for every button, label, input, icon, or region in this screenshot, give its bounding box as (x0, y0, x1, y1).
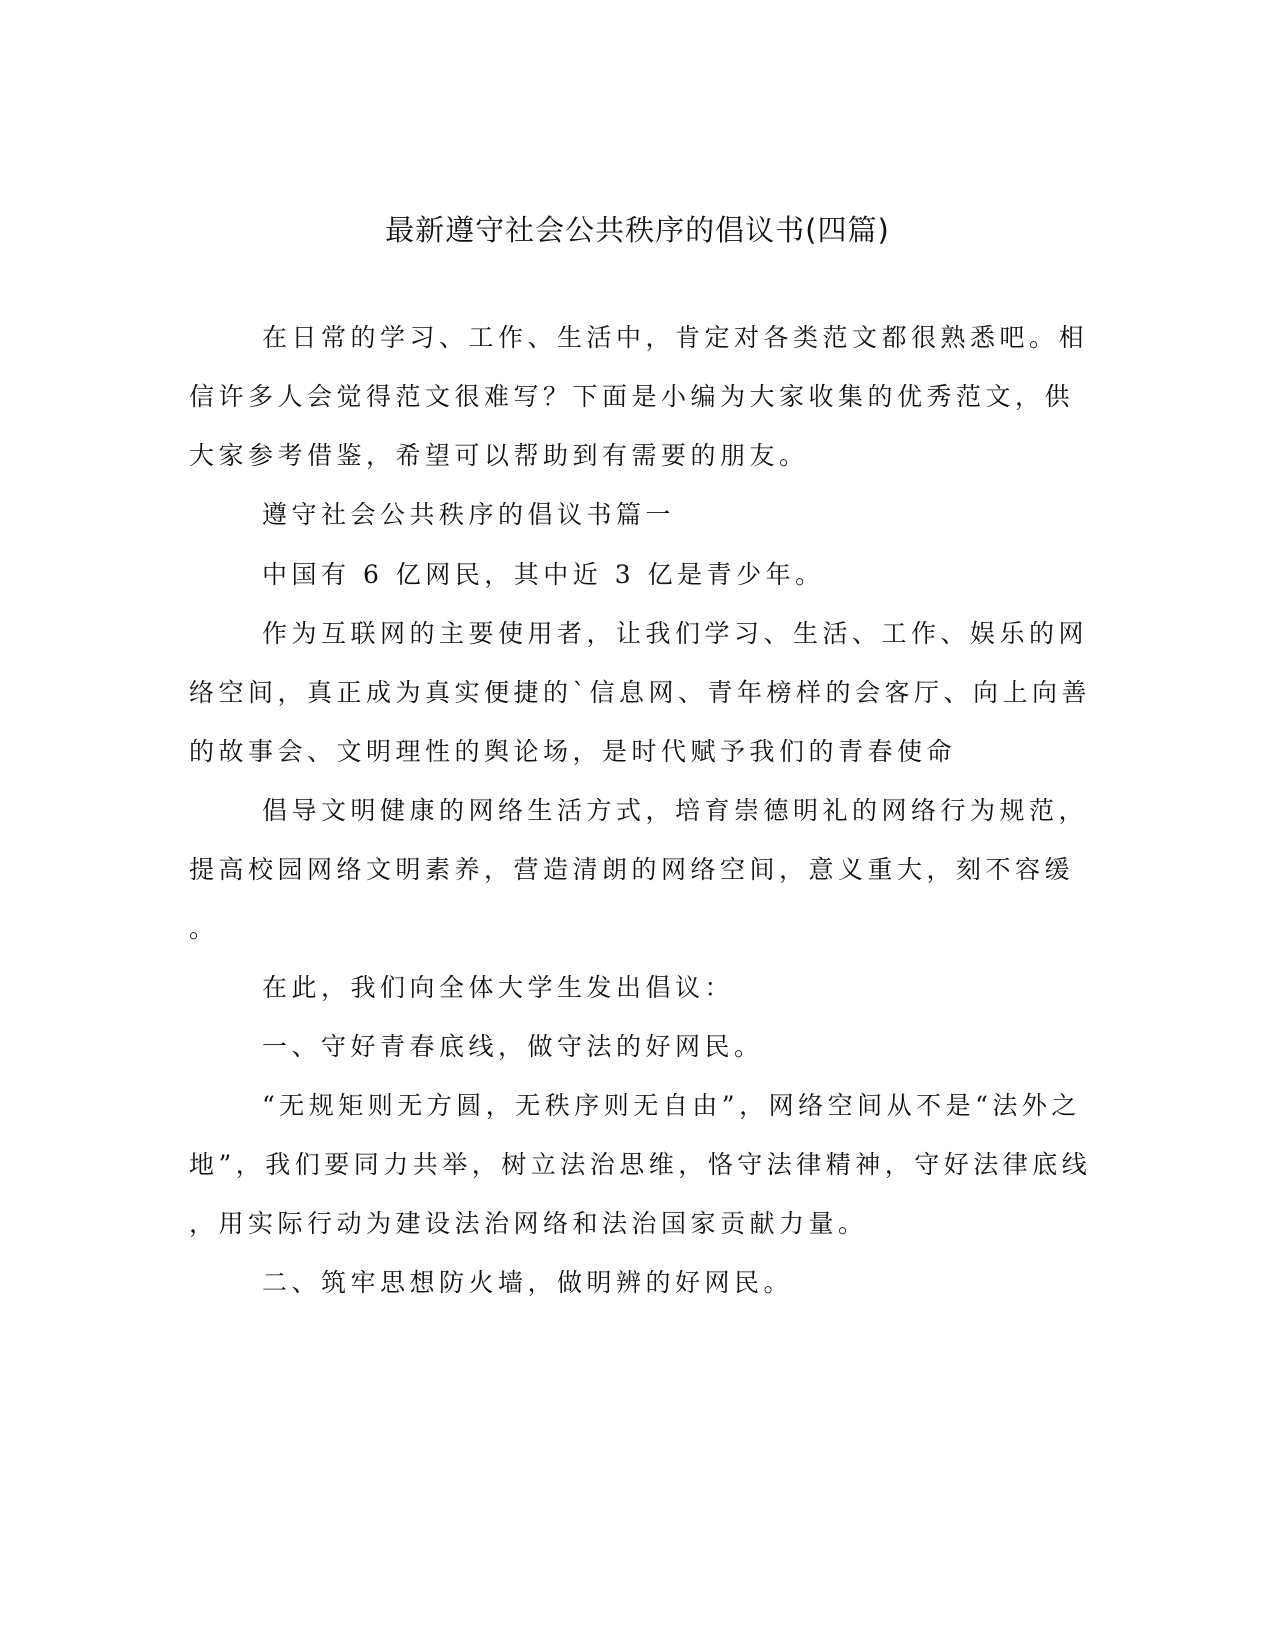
list-item: 二、筑牢思想防火墙，做明辨的好网民。 (262, 1268, 794, 1297)
paragraph-line: 在日常的学习、工作、生活中，肯定对各类范文都很熟悉吧。相 (262, 323, 1089, 352)
paragraph-line: 作为互联网的主要使用者，让我们学习、生活、工作、娱乐的网 (262, 619, 1089, 648)
paragraph-line: 信许多人会觉得范文很难写？下面是小编为大家收集的优秀范文，供 (189, 382, 1075, 411)
section-heading: 遵守社会公共秩序的倡议书篇一 (262, 500, 676, 529)
paragraph-line: 在此，我们向全体大学生发出倡议： (262, 973, 735, 1002)
paragraph-line: 中国有 6 亿网民，其中近 3 亿是青少年。 (262, 560, 825, 589)
paragraph-line: 。 (189, 914, 219, 943)
paragraph-line: 地”，我们要同力共举，树立法治思维，恪守法律精神，守好法律底线 (189, 1150, 1092, 1179)
paragraph-line: 的故事会、文明理性的舆论场，是时代赋予我们的青春使命 (189, 737, 957, 766)
paragraph-line: 络空间，真正成为真实便捷的`信息网、青年榜样的会客厅、向上向善 (189, 678, 1092, 707)
list-item: 一、守好青春底线，做守法的好网民。 (262, 1032, 764, 1061)
paragraph-line: “无规矩则无方圆，无秩序则无自由”，网络空间从不是“法外之 (262, 1091, 1081, 1120)
paragraph-line: 大家参考借鉴，希望可以帮助到有需要的朋友。 (189, 441, 809, 470)
paragraph-line: ，用实际行动为建设法治网络和法治国家贡献力量。 (189, 1209, 868, 1238)
document-title: 最新遵守社会公共秩序的倡议书(四篇) (385, 213, 890, 247)
paragraph-line: 提高校园网络文明素养，营造清朗的网络空间，意义重大，刻不容缓 (189, 855, 1075, 884)
paragraph-line: 倡导文明健康的网络生活方式，培育崇德明礼的网络行为规范， (262, 796, 1089, 825)
